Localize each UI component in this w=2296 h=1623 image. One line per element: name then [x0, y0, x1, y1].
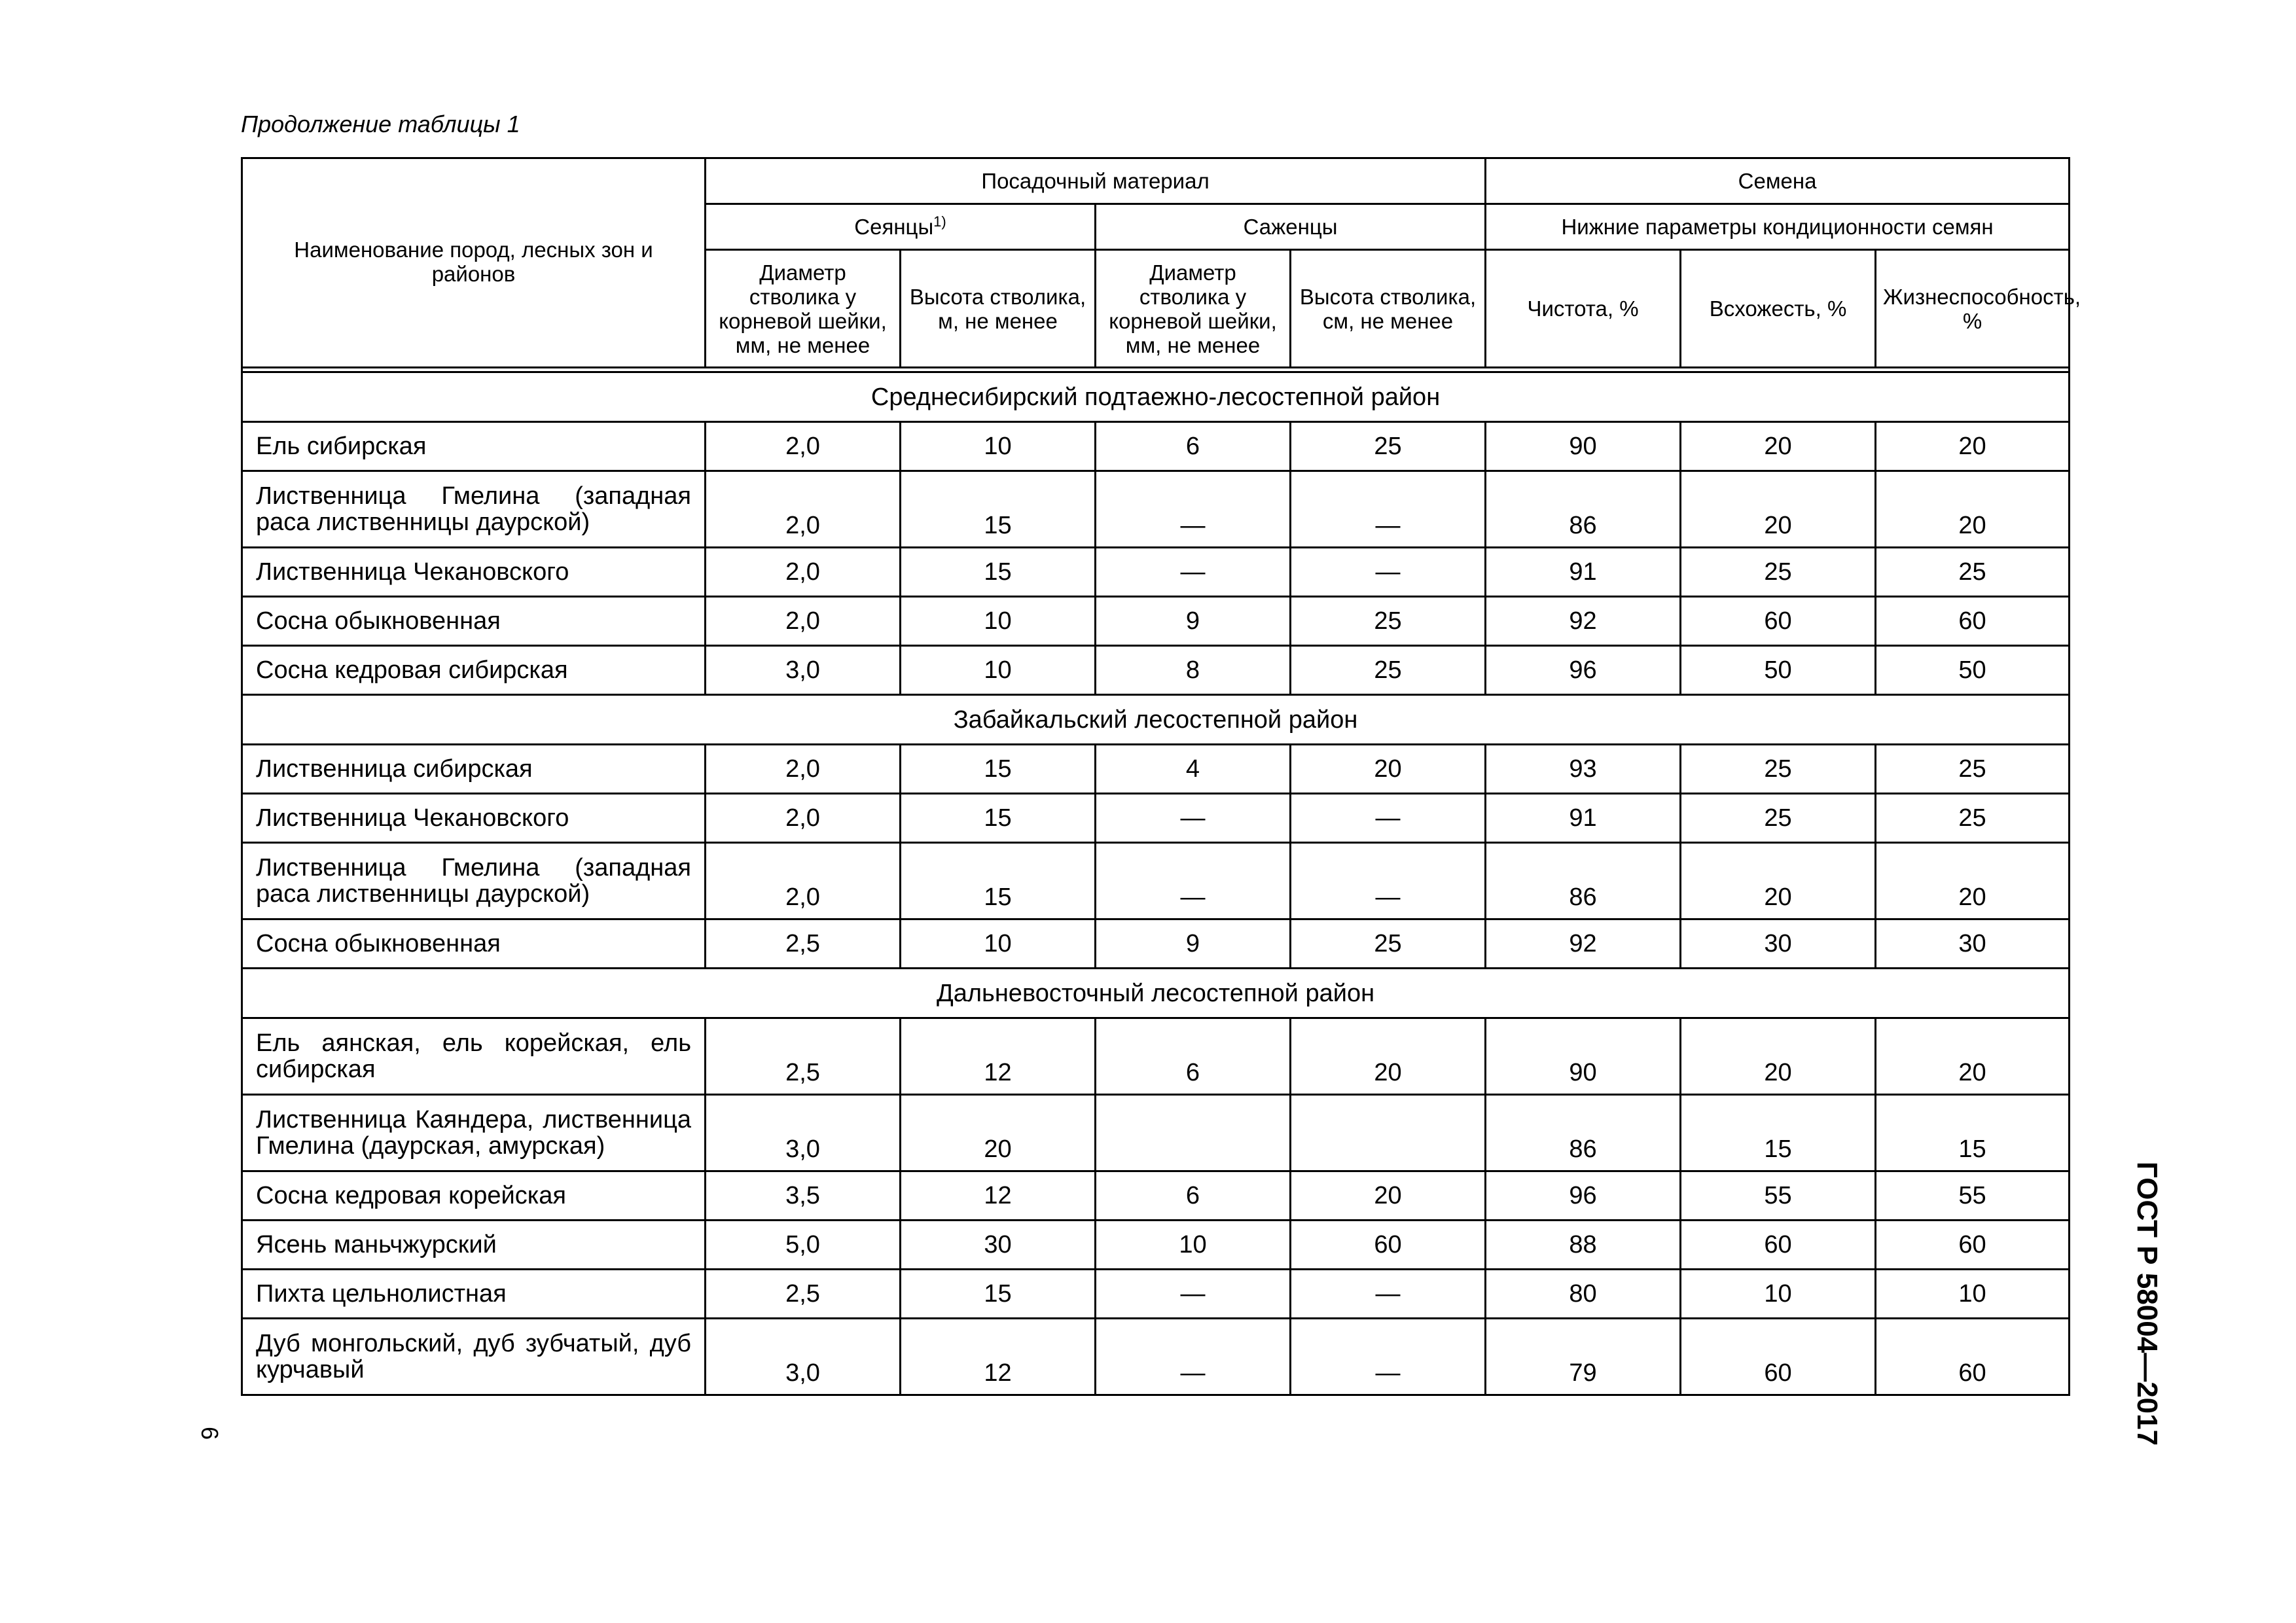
- value-cell: 96: [1486, 646, 1681, 695]
- header-seedlings: [706, 204, 1096, 250]
- species-name-cell: Сосна кедровая сибирская: [242, 646, 706, 695]
- header-col-sapling-height: Высота стволика, см, не менее: [1291, 250, 1486, 368]
- value-cell: 9: [1096, 597, 1291, 646]
- value-cell: 30: [901, 1221, 1096, 1270]
- value-cell: 25: [1291, 646, 1486, 695]
- value-cell: 80: [1486, 1270, 1681, 1319]
- value-cell: 20: [1876, 422, 2070, 471]
- value-cell: 5,0: [706, 1221, 901, 1270]
- table-row: [242, 1221, 2070, 1270]
- table-row: [242, 1018, 2070, 1095]
- value-cell: 12: [901, 1171, 1096, 1221]
- species-name-cell: Лиственница Гмелина (западная раса лиственницы даурской): [242, 471, 706, 548]
- value-cell: 9: [1096, 919, 1291, 969]
- value-cell: 2,0: [706, 597, 901, 646]
- table-row: [242, 548, 2070, 597]
- table-row: [242, 646, 2070, 695]
- value-cell: 30: [1876, 919, 2070, 969]
- species-name-cell: Пихта цельнолистная: [242, 1270, 706, 1319]
- value-cell: 15: [901, 745, 1096, 794]
- value-cell: 3,5: [706, 1171, 901, 1221]
- header-col-seedling-height: Высота стволика, м, не менее: [901, 250, 1096, 368]
- value-cell: 60: [1876, 597, 2070, 646]
- header-seedlings-label: Сеянцы: [854, 215, 934, 239]
- value-cell: 6: [1096, 1171, 1291, 1221]
- value-cell: 30: [1681, 919, 1876, 969]
- value-cell: 90: [1486, 1018, 1681, 1095]
- value-cell: 60: [1681, 597, 1876, 646]
- table-row: [242, 422, 2070, 471]
- value-cell: 25: [1876, 548, 2070, 597]
- value-cell: 6: [1096, 422, 1291, 471]
- value-cell: 88: [1486, 1221, 1681, 1270]
- value-cell: 2,5: [706, 1270, 901, 1319]
- header-col-seedling-diameter: Диаметр стволика у корневой шейки, мм, не менее: [706, 250, 901, 368]
- section-row: [242, 969, 2070, 1018]
- value-cell: 3,0: [706, 646, 901, 695]
- table-row: [242, 1319, 2070, 1395]
- value-cell: 91: [1486, 548, 1681, 597]
- table-row: [242, 1095, 2070, 1171]
- value-cell: 2,0: [706, 794, 901, 843]
- value-cell: 6: [1096, 1018, 1291, 1095]
- value-cell: 20: [1291, 1171, 1486, 1221]
- header-separator-cell: [242, 368, 2070, 372]
- value-cell: 3,0: [706, 1319, 901, 1395]
- value-cell: 2,0: [706, 471, 901, 548]
- value-cell: 91: [1486, 794, 1681, 843]
- section-title: Забайкальский лесостепной район: [242, 695, 2070, 745]
- value-cell: —: [1096, 794, 1291, 843]
- value-cell: 20: [1876, 843, 2070, 919]
- species-name-cell: Лиственница Гмелина (западная раса лиственницы даурской): [242, 843, 706, 919]
- table-caption: Продолжение таблицы 1: [241, 111, 520, 137]
- value-cell: 96: [1486, 1171, 1681, 1221]
- section-title: Среднесибирский подтаежно-лесостепной район: [242, 372, 2070, 422]
- species-name-cell: Лиственница Чекановского: [242, 794, 706, 843]
- value-cell: 10: [901, 646, 1096, 695]
- value-cell: —: [1291, 843, 1486, 919]
- header-col-germination: Всхожесть, %: [1681, 250, 1876, 368]
- value-cell: 20: [1681, 1018, 1876, 1095]
- value-cell: 15: [901, 794, 1096, 843]
- value-cell: 20: [1291, 1018, 1486, 1095]
- value-cell: 50: [1876, 646, 2070, 695]
- value-cell: 12: [901, 1319, 1096, 1395]
- value-cell: —: [1291, 471, 1486, 548]
- value-cell: 86: [1486, 471, 1681, 548]
- value-cell: 2,0: [706, 422, 901, 471]
- species-name-cell: Ясень маньчжурский: [242, 1221, 706, 1270]
- value-cell: 8: [1096, 646, 1291, 695]
- table-row: [242, 1270, 2070, 1319]
- value-cell: 86: [1486, 1095, 1681, 1171]
- value-cell: 93: [1486, 745, 1681, 794]
- value-cell: 10: [1876, 1270, 2070, 1319]
- value-cell: 15: [901, 548, 1096, 597]
- value-cell: 60: [1876, 1319, 2070, 1395]
- value-cell: 60: [1681, 1221, 1876, 1270]
- value-cell: 90: [1486, 422, 1681, 471]
- header-separator: [242, 368, 2070, 372]
- table-row: [242, 471, 2070, 548]
- value-cell: 15: [1681, 1095, 1876, 1171]
- value-cell: 25: [1291, 919, 1486, 969]
- value-cell: 60: [1681, 1319, 1876, 1395]
- value-cell: 60: [1291, 1221, 1486, 1270]
- page-number-text: 6: [196, 1426, 223, 1440]
- species-name-cell: Дуб монгольский, дуб зубчатый, дуб курчавый: [242, 1319, 706, 1395]
- header-col-viability: Жизнеспособность, %: [1876, 250, 2070, 368]
- value-cell: —: [1291, 1319, 1486, 1395]
- value-cell: 25: [1681, 548, 1876, 597]
- section-row: [242, 372, 2070, 422]
- value-cell: —: [1291, 794, 1486, 843]
- header-seed-params: Нижние параметры кондиционности семян: [1486, 204, 2070, 250]
- value-cell: —: [1096, 843, 1291, 919]
- value-cell: 60: [1876, 1221, 2070, 1270]
- species-name-cell: Лиственница Каяндера, лиственница Гмелина (даурская, амурская): [242, 1095, 706, 1171]
- value-cell: —: [1291, 548, 1486, 597]
- value-cell: 55: [1876, 1171, 2070, 1221]
- value-cell: 92: [1486, 919, 1681, 969]
- value-cell: 25: [1876, 794, 2070, 843]
- value-cell: 86: [1486, 843, 1681, 919]
- table-row: [242, 745, 2070, 794]
- value-cell: 15: [901, 1270, 1096, 1319]
- section-title: Дальневосточный лесостепной район: [242, 969, 2070, 1018]
- value-cell: —: [1291, 1270, 1486, 1319]
- value-cell: —: [1096, 1319, 1291, 1395]
- value-cell: 20: [1681, 422, 1876, 471]
- header-seeds: Семена: [1486, 158, 2070, 204]
- value-cell: 20: [1876, 1018, 2070, 1095]
- header-planting-material: Посадочный материал: [706, 158, 1486, 204]
- value-cell: 25: [1681, 794, 1876, 843]
- value-cell: 55: [1681, 1171, 1876, 1221]
- header-name-column: Наименование пород, лесных зон и районов: [242, 158, 706, 368]
- value-cell: 4: [1096, 745, 1291, 794]
- header-col-sapling-diameter: Диаметр стволика у корневой шейки, мм, не менее: [1096, 250, 1291, 368]
- value-cell: 15: [901, 843, 1096, 919]
- header-col-purity: Чистота, %: [1486, 250, 1681, 368]
- footnote-marker: 1): [933, 213, 946, 230]
- document-code-text: ГОСТ Р 58004—2017: [2131, 1161, 2163, 1446]
- value-cell: —: [1096, 548, 1291, 597]
- value-cell: 10: [1681, 1270, 1876, 1319]
- value-cell: 25: [1681, 745, 1876, 794]
- value-cell: [1096, 1095, 1291, 1171]
- table-row: [242, 794, 2070, 843]
- table-row: [242, 843, 2070, 919]
- value-cell: 2,0: [706, 843, 901, 919]
- value-cell: —: [1096, 1270, 1291, 1319]
- value-cell: 20: [1291, 745, 1486, 794]
- value-cell: 10: [901, 422, 1096, 471]
- value-cell: 79: [1486, 1319, 1681, 1395]
- value-cell: 12: [901, 1018, 1096, 1095]
- table-row: [242, 597, 2070, 646]
- value-cell: 25: [1876, 745, 2070, 794]
- species-name-cell: Сосна обыкновенная: [242, 919, 706, 969]
- value-cell: 20: [1681, 471, 1876, 548]
- document-code-label: [2115, 1161, 2178, 1446]
- value-cell: —: [1096, 471, 1291, 548]
- value-cell: 92: [1486, 597, 1681, 646]
- value-cell: 20: [901, 1095, 1096, 1171]
- value-cell: 15: [901, 471, 1096, 548]
- value-cell: [1291, 1095, 1486, 1171]
- species-name-cell: Лиственница сибирская: [242, 745, 706, 794]
- header-saplings: Саженцы: [1096, 204, 1486, 250]
- value-cell: 2,0: [706, 745, 901, 794]
- value-cell: 25: [1291, 422, 1486, 471]
- section-row: [242, 695, 2070, 745]
- value-cell: 50: [1681, 646, 1876, 695]
- species-name-cell: Ель аянская, ель корейская, ель сибирская: [242, 1018, 706, 1095]
- species-name-cell: Сосна обыкновенная: [242, 597, 706, 646]
- value-cell: 20: [1876, 471, 2070, 548]
- page-number: [196, 1414, 223, 1453]
- value-cell: 10: [901, 597, 1096, 646]
- table-row: [242, 1171, 2070, 1221]
- value-cell: 10: [1096, 1221, 1291, 1270]
- value-cell: 2,5: [706, 1018, 901, 1095]
- value-cell: 3,0: [706, 1095, 901, 1171]
- species-name-cell: Ель сибирская: [242, 422, 706, 471]
- value-cell: 15: [1876, 1095, 2070, 1171]
- species-name-cell: Лиственница Чекановского: [242, 548, 706, 597]
- value-cell: 10: [901, 919, 1096, 969]
- seed-standards-table: [241, 157, 2081, 1396]
- value-cell: 20: [1681, 843, 1876, 919]
- value-cell: 2,5: [706, 919, 901, 969]
- value-cell: 25: [1291, 597, 1486, 646]
- value-cell: 2,0: [706, 548, 901, 597]
- table-row: [242, 919, 2070, 969]
- species-name-cell: Сосна кедровая корейская: [242, 1171, 706, 1221]
